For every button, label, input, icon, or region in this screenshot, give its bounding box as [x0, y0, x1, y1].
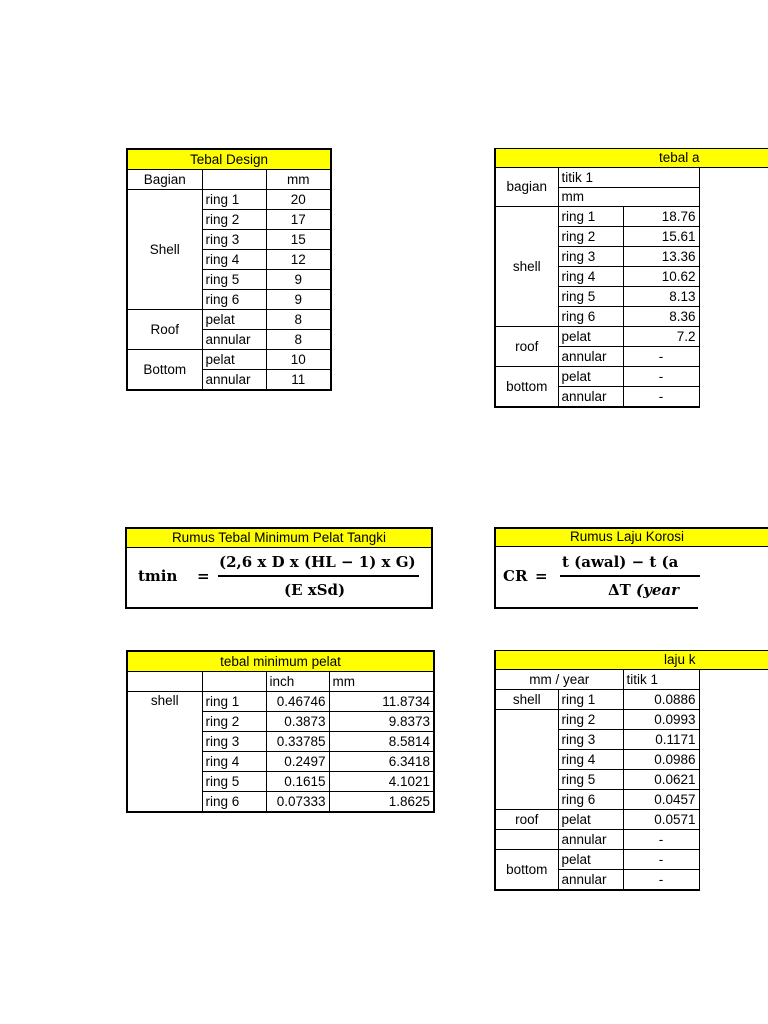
- inch-cell: 0.1615: [266, 772, 329, 792]
- inch-cell: 0.33785: [266, 732, 329, 752]
- value-cell: 0.0993: [623, 710, 699, 730]
- value-cell: 8.13: [623, 287, 699, 307]
- col-titik-header: titik 1: [623, 670, 699, 690]
- mm-cell: 20: [266, 190, 331, 210]
- tebal-minimum-title: tebal minimum pelat: [127, 651, 434, 672]
- part-cell: annular: [202, 330, 266, 350]
- part-cell: pelat: [558, 850, 623, 870]
- part-cell: ring 5: [558, 770, 623, 790]
- rumus-tmin-box: [125, 527, 433, 609]
- value-cell: 0.1171: [623, 730, 699, 750]
- shell-group-label: shell: [127, 692, 202, 813]
- value-cell: 13.36: [623, 247, 699, 267]
- value-cell: -: [623, 387, 699, 408]
- mm-cell: 6.3418: [329, 752, 434, 772]
- rumus-tmin-title: Rumus Tebal Minimum Pelat Tangki: [127, 529, 431, 548]
- inch-cell: 0.2497: [266, 752, 329, 772]
- part-cell: annular: [202, 370, 266, 391]
- bottom-group-label: Bottom: [127, 350, 202, 391]
- part-cell: annular: [558, 830, 623, 850]
- roof-group-span: [495, 830, 558, 850]
- value-cell: -: [623, 367, 699, 387]
- inch-cell: 0.07333: [266, 792, 329, 813]
- col-mm-header: mm: [329, 672, 434, 692]
- value-cell: 0.0571: [623, 810, 699, 830]
- value-cell: 10.62: [623, 267, 699, 287]
- tebal-design-table: [126, 148, 332, 391]
- col-unit-header: mm: [558, 187, 699, 207]
- value-cell: -: [623, 347, 699, 367]
- tebal-aktual-clip: [494, 148, 768, 410]
- cr-fraction-bar: [560, 575, 700, 577]
- part-cell: ring 5: [202, 772, 266, 792]
- part-cell: ring 4: [558, 267, 623, 287]
- part-cell: pelat: [202, 310, 266, 330]
- part-cell: ring 1: [202, 692, 266, 712]
- value-cell: -: [623, 830, 699, 850]
- mm-cell: 9: [266, 290, 331, 310]
- mm-cell: 15: [266, 230, 331, 250]
- tmin-lhs: tmin: [138, 567, 178, 585]
- tmin-numerator: (2,6 x D x (HL − 1) x G): [219, 553, 416, 571]
- tmin-fraction-bar: [218, 575, 419, 577]
- part-cell: ring 4: [202, 250, 266, 270]
- col-unit-header: mm / year: [495, 670, 623, 690]
- rumus-cr-title: Rumus Laju Korosi: [570, 529, 685, 544]
- part-cell: ring 2: [558, 227, 623, 247]
- mm-cell: 10: [266, 350, 331, 370]
- value-cell: -: [623, 850, 699, 870]
- mm-cell: 9: [266, 270, 331, 290]
- value-cell: 0.0986: [623, 750, 699, 770]
- cr-denominator: [608, 581, 679, 599]
- part-cell: annular: [558, 387, 623, 408]
- value-cell: 7.2: [623, 327, 699, 347]
- part-cell: pelat: [202, 350, 266, 370]
- mm-cell: 9.8373: [329, 712, 434, 732]
- tebal-minimum-table: [126, 650, 435, 813]
- cr-equals: =: [535, 567, 548, 585]
- bottom-group-label: bottom: [495, 850, 558, 891]
- part-cell: ring 2: [558, 710, 623, 730]
- value-cell: 8.36: [623, 307, 699, 327]
- col-bagian-header: bagian: [495, 168, 558, 207]
- col-mm-header: mm: [266, 170, 331, 190]
- part-cell: pelat: [558, 367, 623, 387]
- part-cell: ring 2: [202, 210, 266, 230]
- tebal-aktual-title: tebal a: [659, 150, 700, 165]
- laju-korosi-title: laju k: [664, 652, 696, 667]
- shell-group-label: Shell: [127, 190, 202, 310]
- part-cell: ring 4: [202, 752, 266, 772]
- shell-group-label: shell: [495, 207, 558, 327]
- part-cell: ring 6: [202, 792, 266, 813]
- part-cell: pelat: [558, 327, 623, 347]
- tmin-denominator: (E xSd): [284, 581, 346, 599]
- shell-group-span: [495, 710, 558, 810]
- roof-group-label: Roof: [127, 310, 202, 350]
- part-cell: ring 6: [558, 307, 623, 327]
- mm-cell: 8: [266, 330, 331, 350]
- laju-korosi-table: [494, 650, 700, 891]
- part-cell: ring 1: [558, 690, 623, 710]
- value-cell: 18.76: [623, 207, 699, 227]
- empty-cell: [202, 170, 266, 190]
- tmin-equals: =: [197, 567, 210, 585]
- mm-cell: 8: [266, 310, 331, 330]
- mm-cell: 8.5814: [329, 732, 434, 752]
- value-cell: 0.0621: [623, 770, 699, 790]
- part-cell: ring 6: [558, 790, 623, 810]
- col-inch-header: inch: [266, 672, 329, 692]
- roof-group-label: roof: [495, 327, 558, 367]
- cr-denominator-main: ΔT: [608, 581, 637, 599]
- empty-cell: [202, 672, 266, 692]
- mm-cell: 11.8734: [329, 692, 434, 712]
- part-cell: ring 2: [202, 712, 266, 732]
- mm-cell: 11: [266, 370, 331, 391]
- inch-cell: 0.46746: [266, 692, 329, 712]
- part-cell: ring 6: [202, 290, 266, 310]
- part-cell: ring 4: [558, 750, 623, 770]
- part-cell: ring 1: [202, 190, 266, 210]
- cr-denominator-italic: (year: [636, 581, 680, 599]
- inch-cell: 0.3873: [266, 712, 329, 732]
- part-cell: ring 3: [202, 230, 266, 250]
- value-cell: 0.0457: [623, 790, 699, 810]
- value-cell: 0.0886: [623, 690, 699, 710]
- part-cell: ring 3: [558, 247, 623, 267]
- part-cell: ring 1: [558, 207, 623, 227]
- bottom-group-label: bottom: [495, 367, 558, 408]
- tebal-aktual-table: [494, 148, 700, 408]
- mm-cell: 4.1021: [329, 772, 434, 792]
- cr-lhs: CR: [503, 567, 528, 585]
- part-cell: ring 5: [558, 287, 623, 307]
- cr-numerator: t (awal) − t (a: [562, 553, 679, 571]
- empty-cell: [127, 672, 202, 692]
- tebal-design-title: Tebal Design: [127, 149, 331, 170]
- shell-group-label: shell: [495, 690, 558, 710]
- roof-group-label: roof: [495, 810, 558, 830]
- part-cell: annular: [558, 347, 623, 367]
- part-cell: pelat: [558, 810, 623, 830]
- part-cell: annular: [558, 870, 623, 891]
- rumus-cr-clip: [494, 527, 768, 609]
- col-bagian-header: Bagian: [127, 170, 202, 190]
- laju-korosi-clip: [494, 650, 768, 900]
- part-cell: ring 3: [558, 730, 623, 750]
- value-cell: -: [623, 870, 699, 891]
- mm-cell: 1.8625: [329, 792, 434, 813]
- value-cell: 15.61: [623, 227, 699, 247]
- col-titik-header: titik 1: [558, 168, 699, 188]
- mm-cell: 17: [266, 210, 331, 230]
- part-cell: ring 3: [202, 732, 266, 752]
- mm-cell: 12: [266, 250, 331, 270]
- part-cell: ring 5: [202, 270, 266, 290]
